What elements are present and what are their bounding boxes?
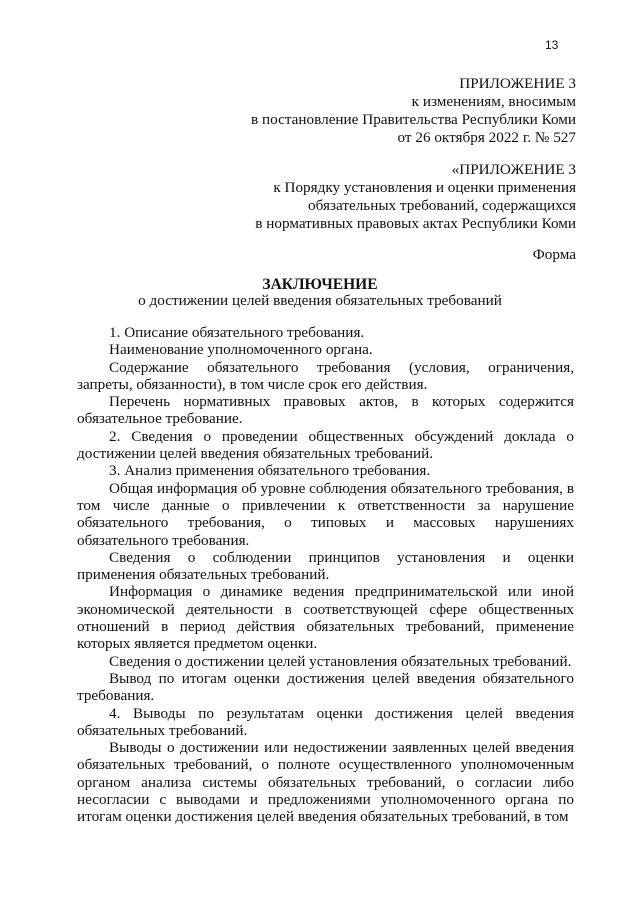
annex-line: в постановление Правительства Республики Коми — [251, 111, 576, 128]
annex-title: ПРИЛОЖЕНИЕ 3 — [459, 75, 576, 92]
document-body — [77, 324, 574, 826]
document-subtitle: о достижении целей введения обязательных требований — [138, 292, 502, 309]
annex-title: «ПРИЛОЖЕНИЕ 3 — [451, 161, 576, 178]
annex-line: к изменениям, вносимым — [411, 93, 576, 110]
document-title: ЗАКЛЮЧЕНИЕ — [262, 276, 378, 293]
form-label: Форма — [532, 246, 576, 263]
paragraph: Сведения о достижении целей установления обязательных требований. — [109, 652, 572, 670]
paragraph: Перечень нормативных правовых актов, в которых содержится обязательное требование. — [77, 393, 574, 428]
paragraph: Информация о динамике ведения предпринимательской или иной экономической деятельности в соответствующей сфере общественных отношений в период действия обязательных требований, применение которых является предметом оценки. — [77, 583, 574, 653]
paragraph: 4. Выводы по результатам оценки достижения целей введения обязательных требований. — [77, 704, 574, 739]
paragraph: Общая информация об уровне соблюдения обязательного требования, в том числе данные о привлечении к ответственности за нарушение обязательного требования, о типовых и массовых нарушениях обязательного требования. — [77, 479, 574, 549]
annex-line: от 26 октября 2022 г. № 527 — [397, 129, 576, 146]
paragraph: Сведения о соблюдении принципов установления и оценки применения обязательных требований. — [77, 548, 574, 584]
paragraph: 1. Описание обязательного требования. — [109, 324, 365, 341]
annex-line: в нормативных правовых актах Республики Коми — [255, 215, 576, 232]
paragraph: Наименование уполномоченного органа. — [109, 341, 373, 359]
paragraph: Вывод по итогам оценки достижения целей введения обязательного требования. — [77, 669, 574, 705]
annex-line: обязательных требований, содержащихся — [308, 197, 576, 214]
paragraph: 2. Сведения о проведении общественных обсуждений доклада о достижении целей введения обязательных требований. — [77, 427, 574, 463]
annex-block-order — [96, 161, 576, 233]
annex-line: к Порядку установления и оценки применения — [273, 179, 576, 196]
annex-block — [96, 75, 576, 147]
page-number: 13 — [545, 38, 559, 52]
paragraph: Содержание обязательного требования (условия, ограничения, запреты, обязанности), в том числе срок его действия. — [77, 358, 574, 393]
paragraph: 3. Анализ применения обязательного требования. — [109, 462, 431, 480]
paragraph: Выводы о достижении или недостижении заявленных целей введения обязательных требований, о полноте осуществленного уполномоченным органом анализа системы обязательных требований, о согласии либо несогласии с выводами и предложениями уполномоченного органа по итогам оценки достижения целей введения обязательных требований, в том — [77, 739, 574, 826]
